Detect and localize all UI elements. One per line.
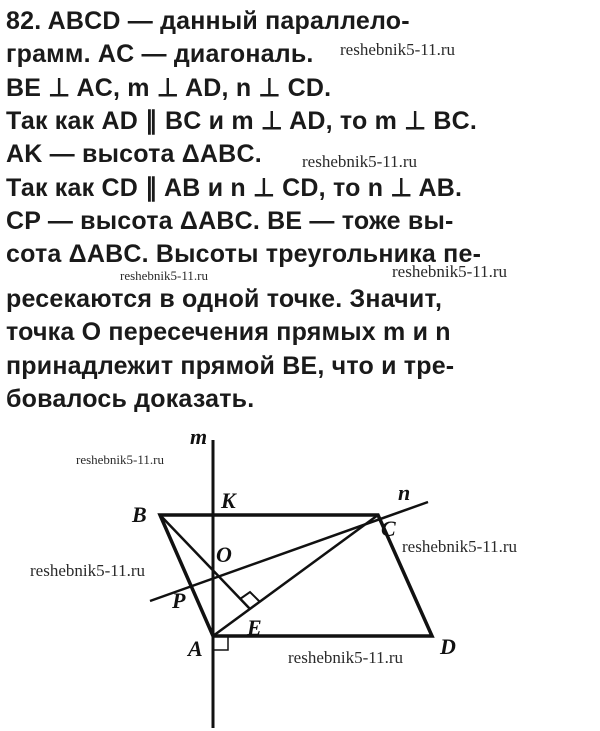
- solution-line-7: CP — высота ΔABC. BE — тоже вы-: [6, 207, 454, 235]
- watermark: reshebnik5-11.ru: [340, 40, 456, 59]
- solution-line-2: грамм. AC — диагональ.: [6, 40, 314, 68]
- solution-line-9: ресекаются в одной точке. Значит,: [6, 285, 443, 313]
- label-d: D: [440, 634, 456, 659]
- solution-line-3: BE ⊥ AC, m ⊥ AD, n ⊥ CD.: [6, 74, 332, 102]
- solution-line-8: сота ΔABC. Высоты треугольника пе-: [6, 240, 482, 268]
- label-m: m: [190, 424, 208, 449]
- label-e: E: [247, 615, 262, 640]
- label-k: K: [221, 488, 236, 513]
- watermark: reshebnik5-11.ru: [402, 537, 518, 556]
- right-angle-mark-a: [213, 636, 228, 650]
- solution-line-1: 82. ABCD — данный параллело-: [6, 7, 410, 35]
- solution-line-5: AK — высота ΔABC.: [6, 140, 262, 168]
- label-p: P: [172, 588, 186, 613]
- solution-line-12: бовалось доказать.: [6, 385, 255, 413]
- solution-line-4: Так как AD ∥ BC и m ⊥ AD, то m ⊥ BC.: [6, 107, 478, 135]
- label-n: n: [398, 480, 411, 505]
- watermark: reshebnik5-11.ru: [76, 452, 164, 467]
- watermark: reshebnik5-11.ru: [30, 561, 146, 580]
- solution-line-11: принадлежит прямой BE, что и тре-: [6, 352, 455, 380]
- watermark: reshebnik5-11.ru: [302, 152, 418, 171]
- solution-line-10: точка O пересечения прямых m и n: [6, 318, 451, 346]
- solution-line-6: Так как CD ∥ AB и n ⊥ CD, то n ⊥ AB.: [6, 174, 463, 202]
- watermark: reshebnik5-11.ru: [288, 648, 404, 667]
- label-c: C: [381, 516, 396, 541]
- label-a: A: [188, 636, 203, 661]
- geometry-figure: [0, 410, 600, 731]
- watermark: reshebnik5-11.ru: [120, 268, 208, 283]
- label-b: B: [132, 502, 147, 527]
- label-o: O: [216, 542, 232, 567]
- watermark: reshebnik5-11.ru: [392, 262, 508, 281]
- diagonal-ac: [213, 515, 378, 636]
